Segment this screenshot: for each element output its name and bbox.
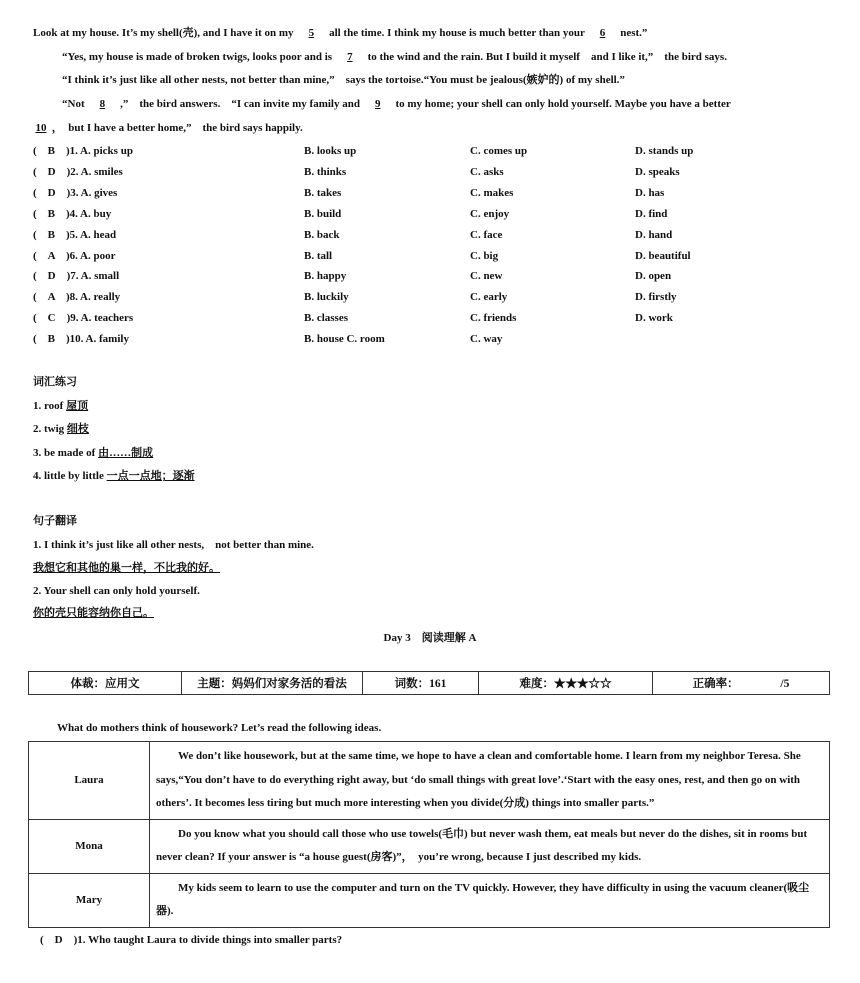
answer-row	[33, 269, 833, 283]
answer-row	[33, 144, 833, 158]
passage-line-4: “Not 8 ,” the bird answers. “I can invite my family and 9 to my home; your shell can only hold yourself. Maybe you have a better	[62, 98, 731, 110]
answer-option-b: B. tall	[304, 249, 333, 262]
accuracy-blank	[744, 678, 780, 690]
answer-option-c: C. face	[470, 228, 503, 241]
answer-option-b: B. looks up	[304, 145, 357, 157]
answer-row	[33, 290, 833, 304]
answer-option-c: C. early	[470, 291, 508, 304]
theme-cell: 主题：妈妈们对家务活的看法	[182, 672, 363, 695]
section-title: Day 3 阅读理解 A	[383, 632, 477, 644]
vocab-item: 1. roof 屋顶	[33, 400, 89, 412]
answer-option-b: B. back	[304, 228, 340, 241]
answer-option-c: C. makes	[470, 186, 514, 199]
answer-option-d: D. has	[635, 186, 665, 199]
vocab-title: 词汇练习	[33, 376, 77, 388]
name-cell: Laura	[29, 742, 150, 820]
intro-text: What do mothers think of housework? Let’s read the following ideas.	[57, 722, 382, 734]
translation-answer-2: 你的壳只能容纳你自己。	[33, 607, 154, 619]
answer-option-b: B. thinks	[304, 165, 347, 178]
answer-option-d: D. work	[635, 312, 673, 325]
passage-line-2: “Yes, my house is made of broken twigs, looks poor and is 7 to the wind and the rain. But I build it myself and I like it,” the bird says.	[62, 51, 727, 63]
answer-option-b: B. build	[304, 207, 342, 220]
answer-row	[33, 165, 833, 179]
answer-option-b: B. classes	[304, 312, 348, 325]
answer-row	[33, 186, 833, 200]
answer-option-d: D. beautiful	[635, 249, 691, 262]
translation-sentence-1: 1. I think it’s just like all other nests, not better than mine.	[33, 539, 314, 551]
answer-row	[33, 249, 833, 263]
vocab-item: 2. twig 细枝	[33, 423, 89, 435]
blank-8: 8	[99, 98, 106, 110]
answer-option-c: C. comes up	[470, 145, 528, 157]
table-row	[29, 819, 830, 873]
genre-cell: 体裁：应用文	[29, 672, 182, 695]
answer-option-a: ( B )4. A. buy	[33, 207, 112, 220]
answer-option-a: ( A )6. A. poor	[33, 249, 116, 262]
idea-text: We don’t like housework, but at the same time, we hope to have a clean and comfortable home. I learn from my neighbor Teresa. She says,“You don’t have to do everything right away, but ‘do small things with great love’.‘Start with the easy ones, rest, and then go on with others’. It becomes less tiring but much more interesting when you divide(分成) things into smaller parts.”	[156, 750, 801, 809]
answer-option-d: D. firstly	[635, 291, 677, 304]
answer-option-c: C. big	[470, 249, 499, 262]
name-cell: Mona	[29, 819, 150, 873]
answer-option-c: C. enjoy	[470, 207, 510, 220]
answer-option-a: ( C )9. A. teachers	[33, 312, 134, 325]
answer-option-d: D. stands up	[635, 145, 694, 157]
idea-text: Do you know what you should call those who use towels(毛巾) but never wash them, eat meals but never do the dishes, sit in rooms but never clean? If your answer is “a house guest(房客)”， you’re wrong, because I just described my kids.	[156, 827, 808, 863]
translation-title: 句子翻译	[33, 515, 77, 527]
answer-row	[33, 332, 833, 346]
passage-line-1: Look at my house. It’s my shell(壳), and I have it on my 5 all the time. I think my house is much better than your 6 nest.”	[33, 27, 648, 39]
info-table	[28, 671, 830, 695]
answer-option-b: B. happy	[304, 270, 347, 283]
translation-answer-1: 我想它和其他的巢一样，不比我的好。	[33, 562, 220, 574]
answer-option-a: ( D )7. A. small	[33, 270, 120, 283]
difficulty-cell: 难度：★★★☆☆	[479, 672, 653, 695]
answer-row	[33, 311, 833, 325]
answer-row	[33, 228, 833, 242]
question-1: ( D )1. Who taught Laura to divide things into smaller parts?	[40, 934, 343, 946]
table-row	[29, 873, 830, 927]
table-row	[29, 742, 830, 820]
passage-line-3: “I think it’s just like all other nests, not better than mine,” says the tortoise.“You must be jealous(嫉妒的) of my shell.”	[62, 74, 625, 86]
name-cell: Mary	[29, 873, 150, 927]
vocab-item: 3. be made of 由……制成	[33, 447, 154, 459]
answer-option-d: D. open	[635, 270, 672, 283]
answer-row	[33, 207, 833, 221]
answer-option-d: D. hand	[635, 228, 673, 241]
answer-option-b: B. luckily	[304, 291, 349, 304]
answer-option-b: B. takes	[304, 186, 342, 199]
answer-option-d: D. speaks	[635, 165, 680, 178]
answer-option-a: ( B )5. A. head	[33, 228, 117, 241]
blank-5: 5	[308, 27, 315, 39]
answer-option-a: ( B )10. A. family	[33, 333, 129, 346]
ideas-table	[28, 741, 830, 928]
idea-text: My kids seem to learn to use the computer and turn on the TV quickly. However, they have difficulty in using the vacuum cleaner(吸尘器).	[156, 881, 810, 917]
answer-option-c: C. friends	[470, 312, 517, 325]
answer-option-b: B. house C. room	[304, 333, 385, 346]
passage-line-5: 10 ， but I have a better home,” the bird says happily.	[33, 121, 303, 135]
word-count-cell: 词数：161	[363, 672, 479, 695]
answer-option-c: C. way	[470, 333, 503, 346]
answer-option-d: D. find	[635, 207, 668, 220]
answer-option-c: C. asks	[470, 165, 504, 178]
translation-sentence-2: 2. Your shell can only hold yourself.	[33, 585, 200, 597]
vocab-item: 4. little by little 一点一点地；逐渐	[33, 470, 195, 482]
blank-7: 7	[347, 51, 353, 63]
accuracy-cell: 正确率： /5	[653, 672, 830, 695]
answer-option-a: ( A )8. A. really	[33, 291, 121, 304]
answer-option-a: ( D )3. A. gives	[33, 186, 118, 199]
answer-option-a: ( D )2. A. smiles	[33, 165, 123, 178]
answer-option-a: ( B )1. A. picks up	[33, 145, 133, 157]
blank-10: 10	[35, 122, 47, 134]
answer-option-c: C. new	[470, 270, 503, 283]
blank-9: 9	[374, 98, 381, 110]
blank-6: 6	[599, 27, 606, 39]
